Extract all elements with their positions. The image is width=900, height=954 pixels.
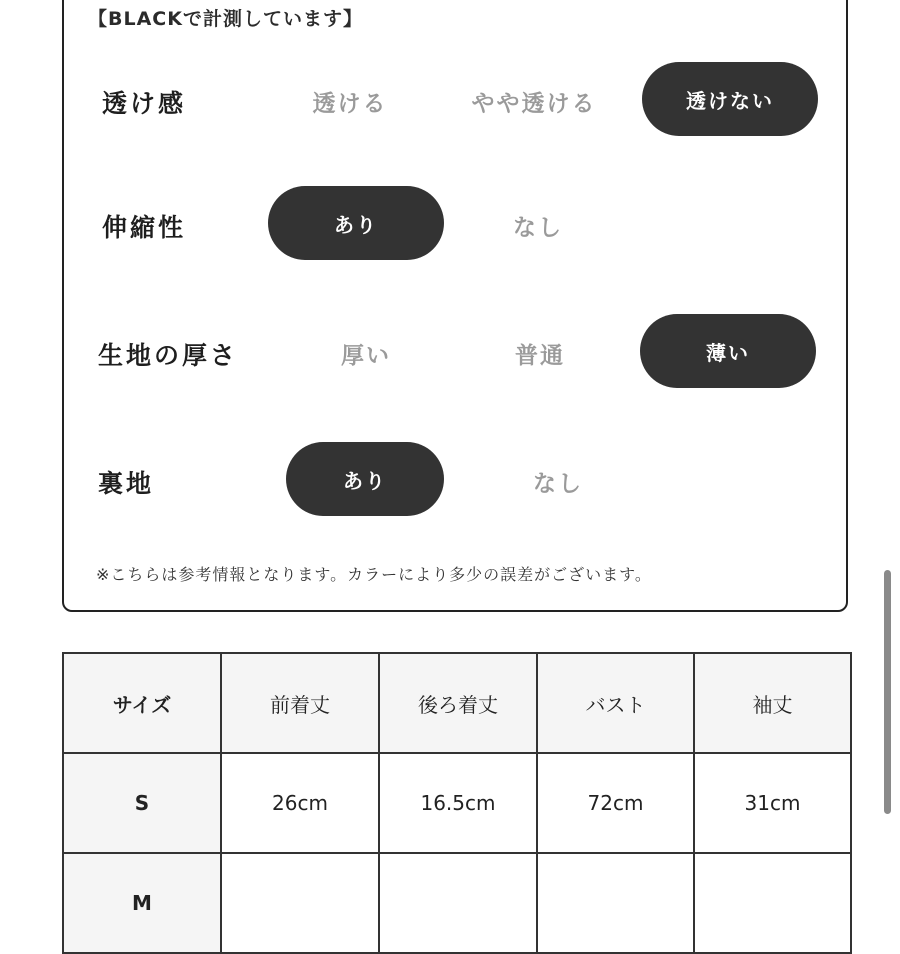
size-m: M xyxy=(63,853,221,953)
spec-label-lining: 裏地 xyxy=(98,469,155,498)
option-stretch-no: なし xyxy=(513,215,563,241)
option-normal: 普通 xyxy=(515,343,565,369)
m-front-length xyxy=(221,853,379,953)
option-lining-no: なし xyxy=(533,471,583,497)
header-bust: バスト xyxy=(537,653,694,753)
measurement-note: 【BLACKで計測しています】 xyxy=(88,8,363,30)
disclaimer-text: ※こちらは参考情報となります。カラーにより多少の誤差がございます。 xyxy=(96,565,652,584)
m-sleeve-length xyxy=(694,853,851,953)
spec-label-thickness: 生地の厚さ xyxy=(98,341,239,370)
table-row xyxy=(63,753,851,853)
size-table-header-row xyxy=(63,653,851,753)
option-thick: 厚い xyxy=(341,343,391,369)
header-sleeve-length: 袖丈 xyxy=(694,653,851,753)
vertical-scrollbar[interactable] xyxy=(884,570,891,814)
m-back-length xyxy=(379,853,537,953)
header-back-length: 後ろ着丈 xyxy=(379,653,537,753)
option-thin-selected: 薄い xyxy=(640,314,816,388)
option-transparent: 透ける xyxy=(312,91,388,117)
spec-label-stretch: 伸縮性 xyxy=(102,213,187,242)
m-bust xyxy=(537,853,694,953)
table-row xyxy=(63,853,851,953)
s-bust: 72cm xyxy=(537,753,694,853)
option-stretch-yes-selected: あり xyxy=(268,186,444,260)
size-table xyxy=(62,652,852,954)
option-slightly-transparent: やや透ける xyxy=(471,91,597,117)
s-back-length: 16.5cm xyxy=(379,753,537,853)
spec-label-transparency: 透け感 xyxy=(102,89,187,118)
option-not-transparent-selected: 透けない xyxy=(642,62,818,136)
s-front-length: 26cm xyxy=(221,753,379,853)
header-size: サイズ xyxy=(63,653,221,753)
size-s: S xyxy=(63,753,221,853)
s-sleeve-length: 31cm xyxy=(694,753,851,853)
header-front-length: 前着丈 xyxy=(221,653,379,753)
option-lining-yes-selected: あり xyxy=(286,442,444,516)
